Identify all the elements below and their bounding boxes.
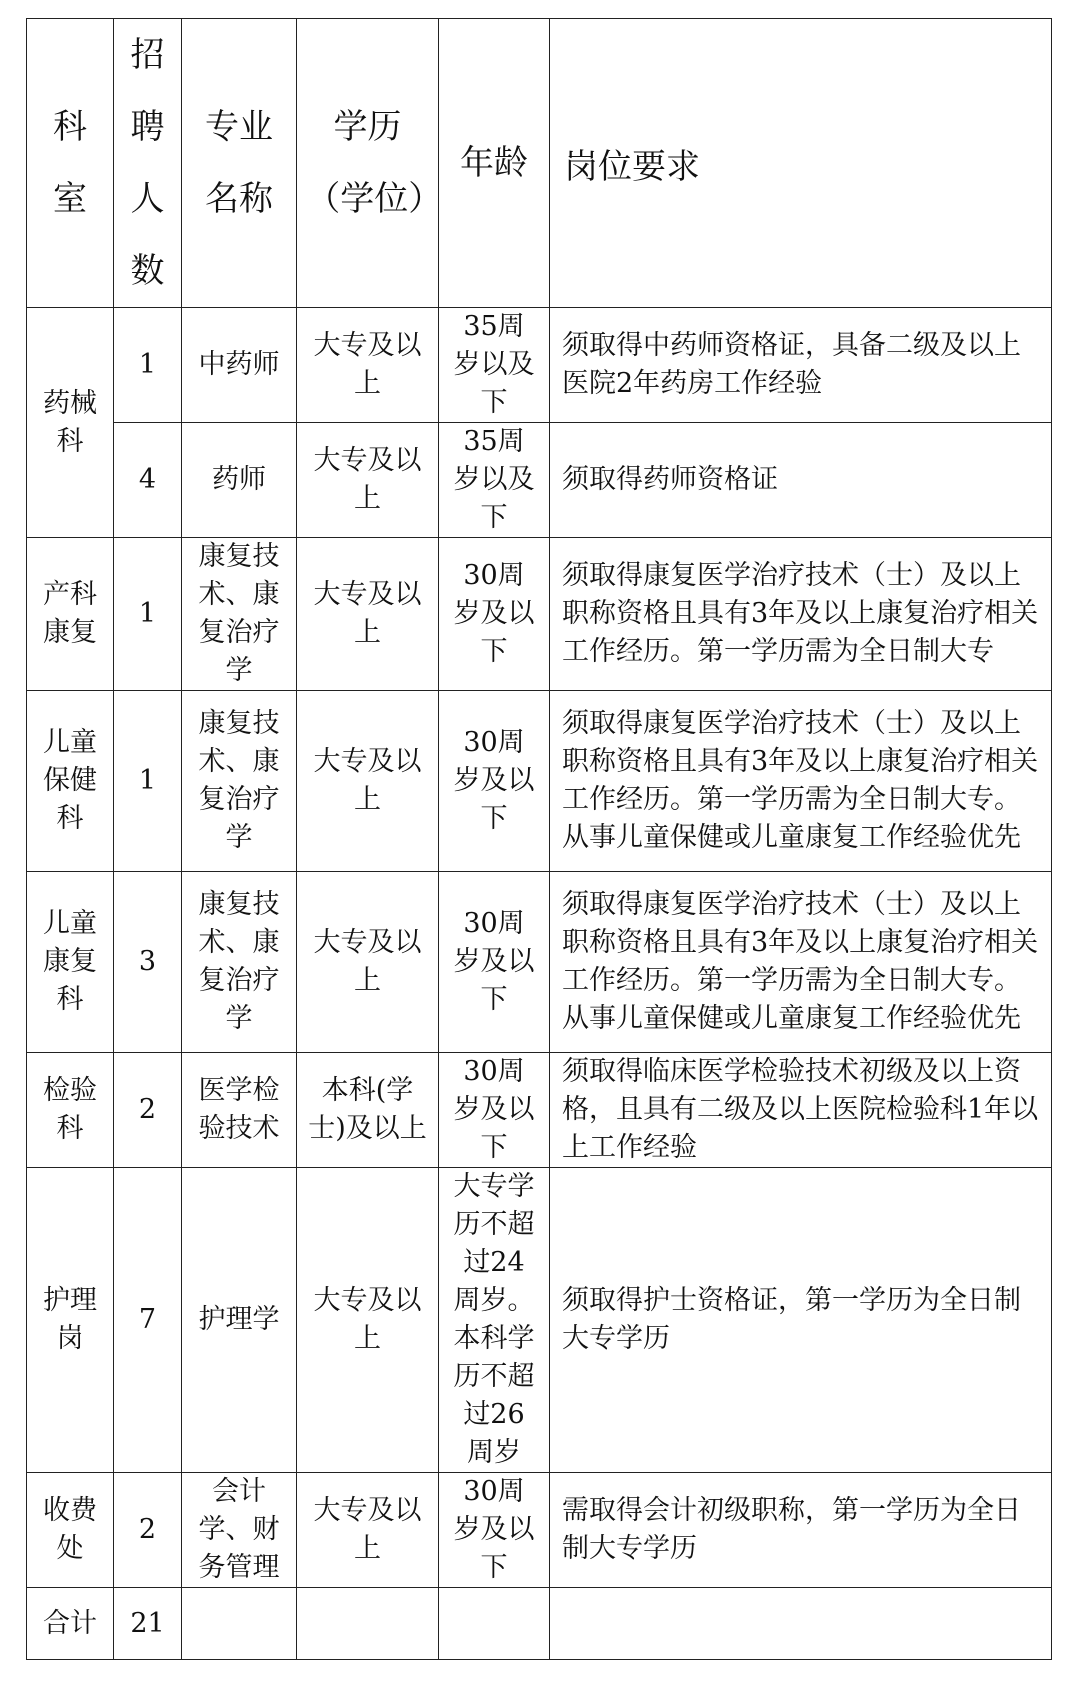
age-cell: 大专学历不超过24周岁。本科学历不超过26周岁 xyxy=(439,1168,550,1473)
requirement-cell: 须取得药师资格证 xyxy=(550,423,1052,538)
requirement-cell: 须取得临床医学检验技术初级及以上资格，且具有二级及以上医院检验科1年以上工作经验 xyxy=(550,1053,1052,1168)
header-requirements: 岗位要求 xyxy=(550,19,1052,308)
dept-cell: 护理岗 xyxy=(27,1168,114,1473)
header-dept: 科室 xyxy=(27,19,114,308)
recruitment-table xyxy=(26,18,1052,1660)
header-major: 专业名称 xyxy=(182,19,297,308)
empty-cell xyxy=(439,1588,550,1660)
total-row xyxy=(27,1588,1052,1660)
total-label: 合计 xyxy=(27,1588,114,1660)
education-cell: 大专及以上 xyxy=(297,1168,439,1473)
total-count: 21 xyxy=(114,1588,182,1660)
major-cell: 康复技术、康复治疗学 xyxy=(182,872,297,1053)
education-cell: 大专及以上 xyxy=(297,691,439,872)
requirement-cell: 需取得会计初级职称，第一学历为全日制大专学历 xyxy=(550,1473,1052,1588)
dept-cell: 收费处 xyxy=(27,1473,114,1588)
table-row xyxy=(27,1168,1052,1473)
table-row xyxy=(27,872,1052,1053)
dept-cell: 产科康复 xyxy=(27,538,114,691)
major-cell: 康复技术、康复治疗学 xyxy=(182,691,297,872)
major-cell: 药师 xyxy=(182,423,297,538)
age-cell: 30周岁及以下 xyxy=(439,872,550,1053)
empty-cell xyxy=(182,1588,297,1660)
education-cell: 大专及以上 xyxy=(297,872,439,1053)
major-cell: 会计学、财务管理 xyxy=(182,1473,297,1588)
count-cell: 1 xyxy=(114,691,182,872)
age-cell: 30周岁及以下 xyxy=(439,1053,550,1168)
count-cell: 4 xyxy=(114,423,182,538)
header-age: 年龄 xyxy=(439,19,550,308)
table-row xyxy=(27,538,1052,691)
dept-cell: 儿童康复科 xyxy=(27,872,114,1053)
table-row xyxy=(27,308,1052,423)
count-cell: 2 xyxy=(114,1053,182,1168)
count-cell: 7 xyxy=(114,1168,182,1473)
major-cell: 康复技术、康复治疗学 xyxy=(182,538,297,691)
major-cell: 护理学 xyxy=(182,1168,297,1473)
requirement-cell: 须取得康复医学治疗技术（士）及以上职称资格且具有3年及以上康复治疗相关工作经历。第一学历需为全日制大专。从事儿童保健或儿童康复工作经验优先 xyxy=(550,872,1052,1053)
count-cell: 3 xyxy=(114,872,182,1053)
table-row xyxy=(27,423,1052,538)
count-cell: 2 xyxy=(114,1473,182,1588)
table-row xyxy=(27,1053,1052,1168)
requirement-cell: 须取得康复医学治疗技术（士）及以上职称资格且具有3年及以上康复治疗相关工作经历。第一学历需为全日制大专 xyxy=(550,538,1052,691)
age-cell: 35周岁以及下 xyxy=(439,423,550,538)
header-education: 学历（学位） xyxy=(297,19,439,308)
dept-cell: 儿童保健科 xyxy=(27,691,114,872)
header-row xyxy=(27,19,1052,308)
education-cell: 大专及以上 xyxy=(297,1473,439,1588)
dept-cell: 检验科 xyxy=(27,1053,114,1168)
table-row xyxy=(27,1473,1052,1588)
dept-cell: 药械科 xyxy=(27,308,114,538)
empty-cell xyxy=(550,1588,1052,1660)
age-cell: 30周岁及以下 xyxy=(439,538,550,691)
education-cell: 大专及以上 xyxy=(297,538,439,691)
education-cell: 大专及以上 xyxy=(297,308,439,423)
age-cell: 30周岁及以下 xyxy=(439,1473,550,1588)
major-cell: 医学检验技术 xyxy=(182,1053,297,1168)
education-cell: 本科(学士)及以上 xyxy=(297,1053,439,1168)
requirement-cell: 须取得护士资格证，第一学历为全日制大专学历 xyxy=(550,1168,1052,1473)
count-cell: 1 xyxy=(114,538,182,691)
table-row xyxy=(27,691,1052,872)
education-cell: 大专及以上 xyxy=(297,423,439,538)
requirement-cell: 须取得康复医学治疗技术（士）及以上职称资格且具有3年及以上康复治疗相关工作经历。第一学历需为全日制大专。从事儿童保健或儿童康复工作经验优先 xyxy=(550,691,1052,872)
empty-cell xyxy=(297,1588,439,1660)
header-count: 招聘人数 xyxy=(114,19,182,308)
major-cell: 中药师 xyxy=(182,308,297,423)
age-cell: 30周岁及以下 xyxy=(439,691,550,872)
age-cell: 35周岁以及下 xyxy=(439,308,550,423)
requirement-cell: 须取得中药师资格证，具备二级及以上医院2年药房工作经验 xyxy=(550,308,1052,423)
count-cell: 1 xyxy=(114,308,182,423)
